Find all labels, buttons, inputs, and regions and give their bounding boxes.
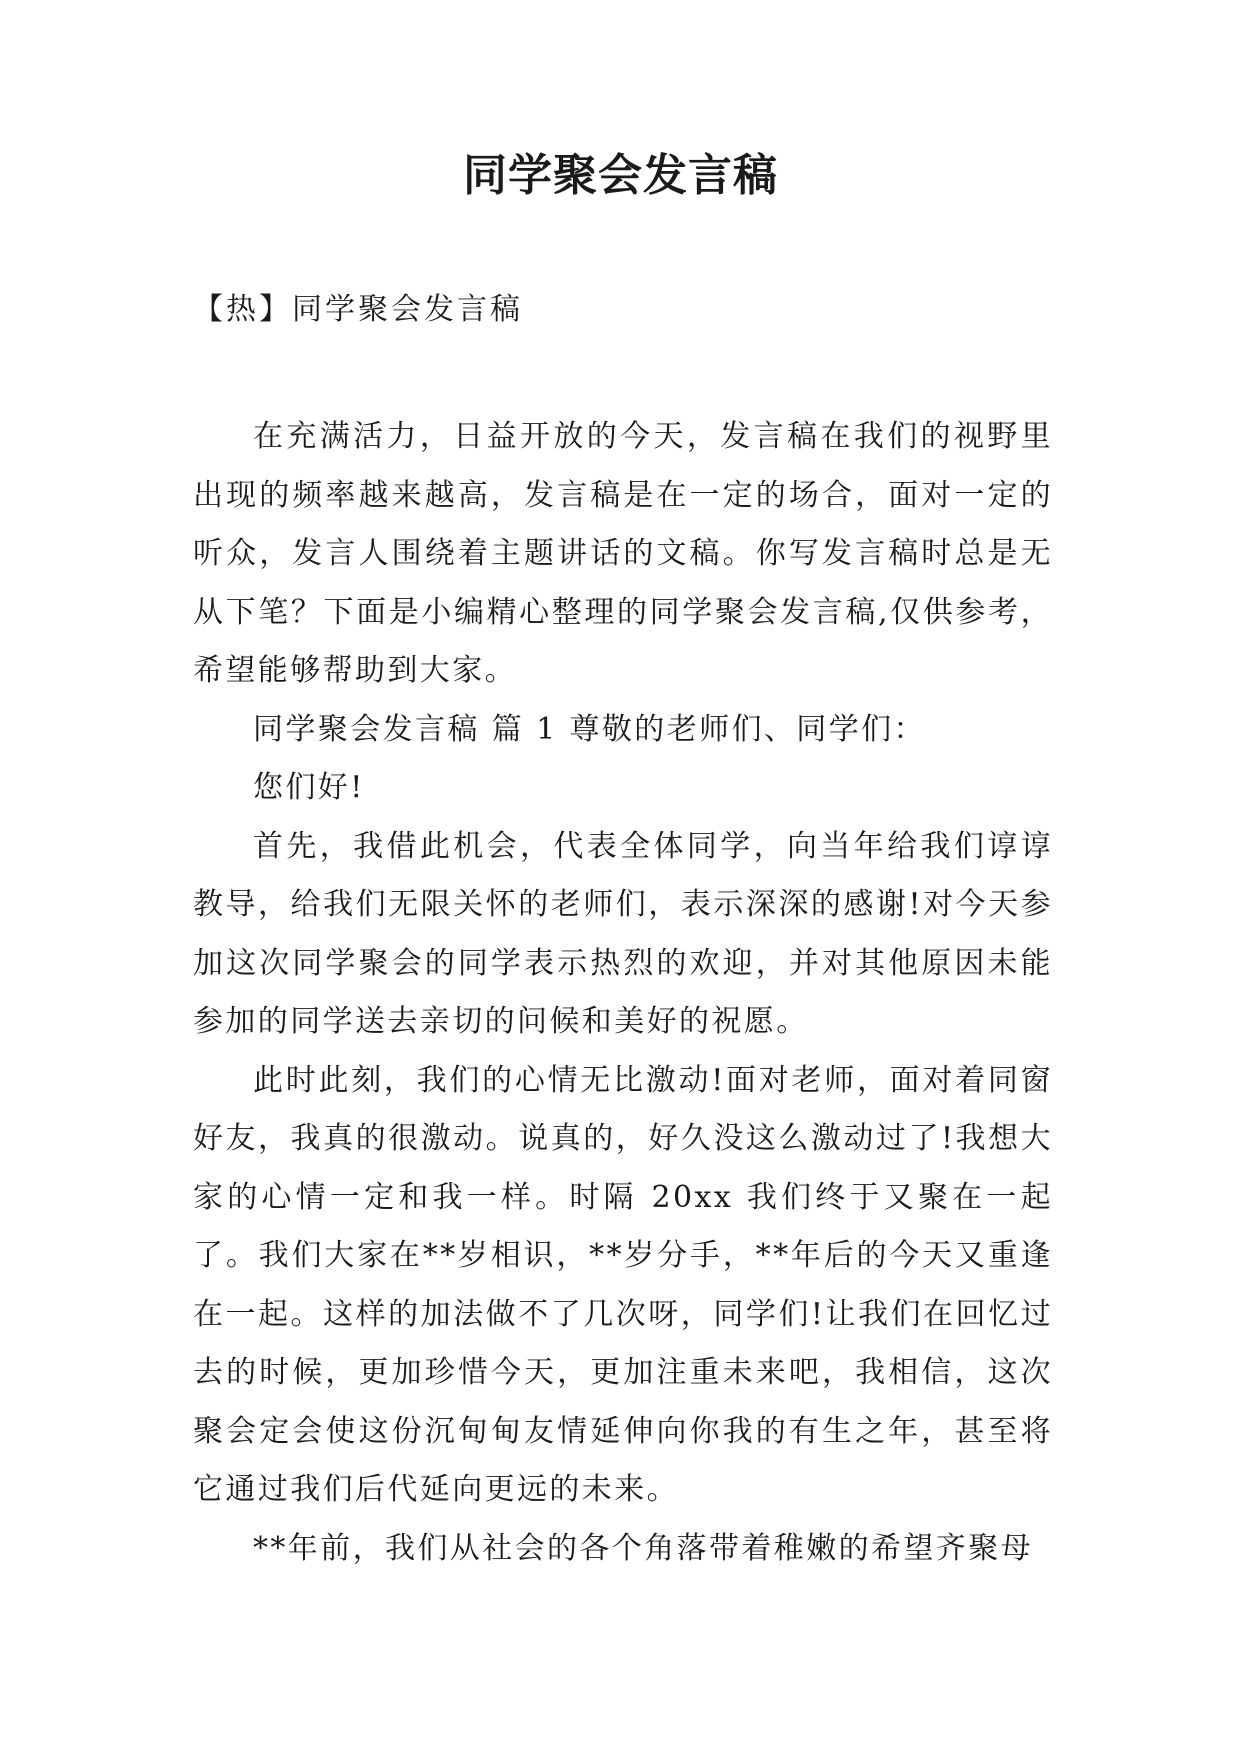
paragraph-thanks: 首先，我借此机会，代表全体同学，向当年给我们谆谆教导，给我们无限关怀的老师们，表示深深的感谢!对今天参加这次同学聚会的同学表示热烈的欢迎，并对其他原因未能参加的同学送去亲切的问候和美好的祝愿。 bbox=[193, 828, 1053, 1039]
paragraph-memory: **年前，我们从社会的各个角落带着稚嫩的希望齐聚母 bbox=[253, 1530, 1033, 1566]
paragraph-intro: 在充满活力，日益开放的今天，发言稿在我们的视野里出现的频率越来越高，发言稿是在一定的场合，面对一定的听众，发言人围绕着主题讲话的文稿。你写发言稿时总是无从下笔？下面是小编精心整理的同学聚会发言稿,仅供参考，希望能够帮助到大家。 bbox=[193, 419, 1053, 688]
paragraph-emotion: 此时此刻，我们的心情无比激动!面对老师，面对着同窗好友，我真的很激动。说真的，好久没这么激动过了!我想大家的心情一定和我一样。时隔 20xx 我们终于又聚在一起了。我们大家在**岁相识，**岁分手，**年后的今天又重逢在一起。这样的加法做不了几次呀，同学们!让我们在回忆过去的时候，更加珍惜今天，更加注重未来吧，我相信，这次聚会定会使这份沉甸甸友情延伸向你我的有生之年，甚至将它通过我们后代延向更远的未来。 bbox=[193, 1062, 1053, 1507]
document-subtitle: 【热】同学聚会发言稿 bbox=[193, 292, 523, 327]
document-title: 同学聚会发言稿 bbox=[463, 150, 778, 201]
paragraph-greeting: 您们好! bbox=[253, 770, 365, 805]
document-body bbox=[193, 408, 1053, 1578]
paragraph-heading: 同学聚会发言稿 篇 1 尊敬的老师们、同学们： bbox=[253, 711, 926, 747]
